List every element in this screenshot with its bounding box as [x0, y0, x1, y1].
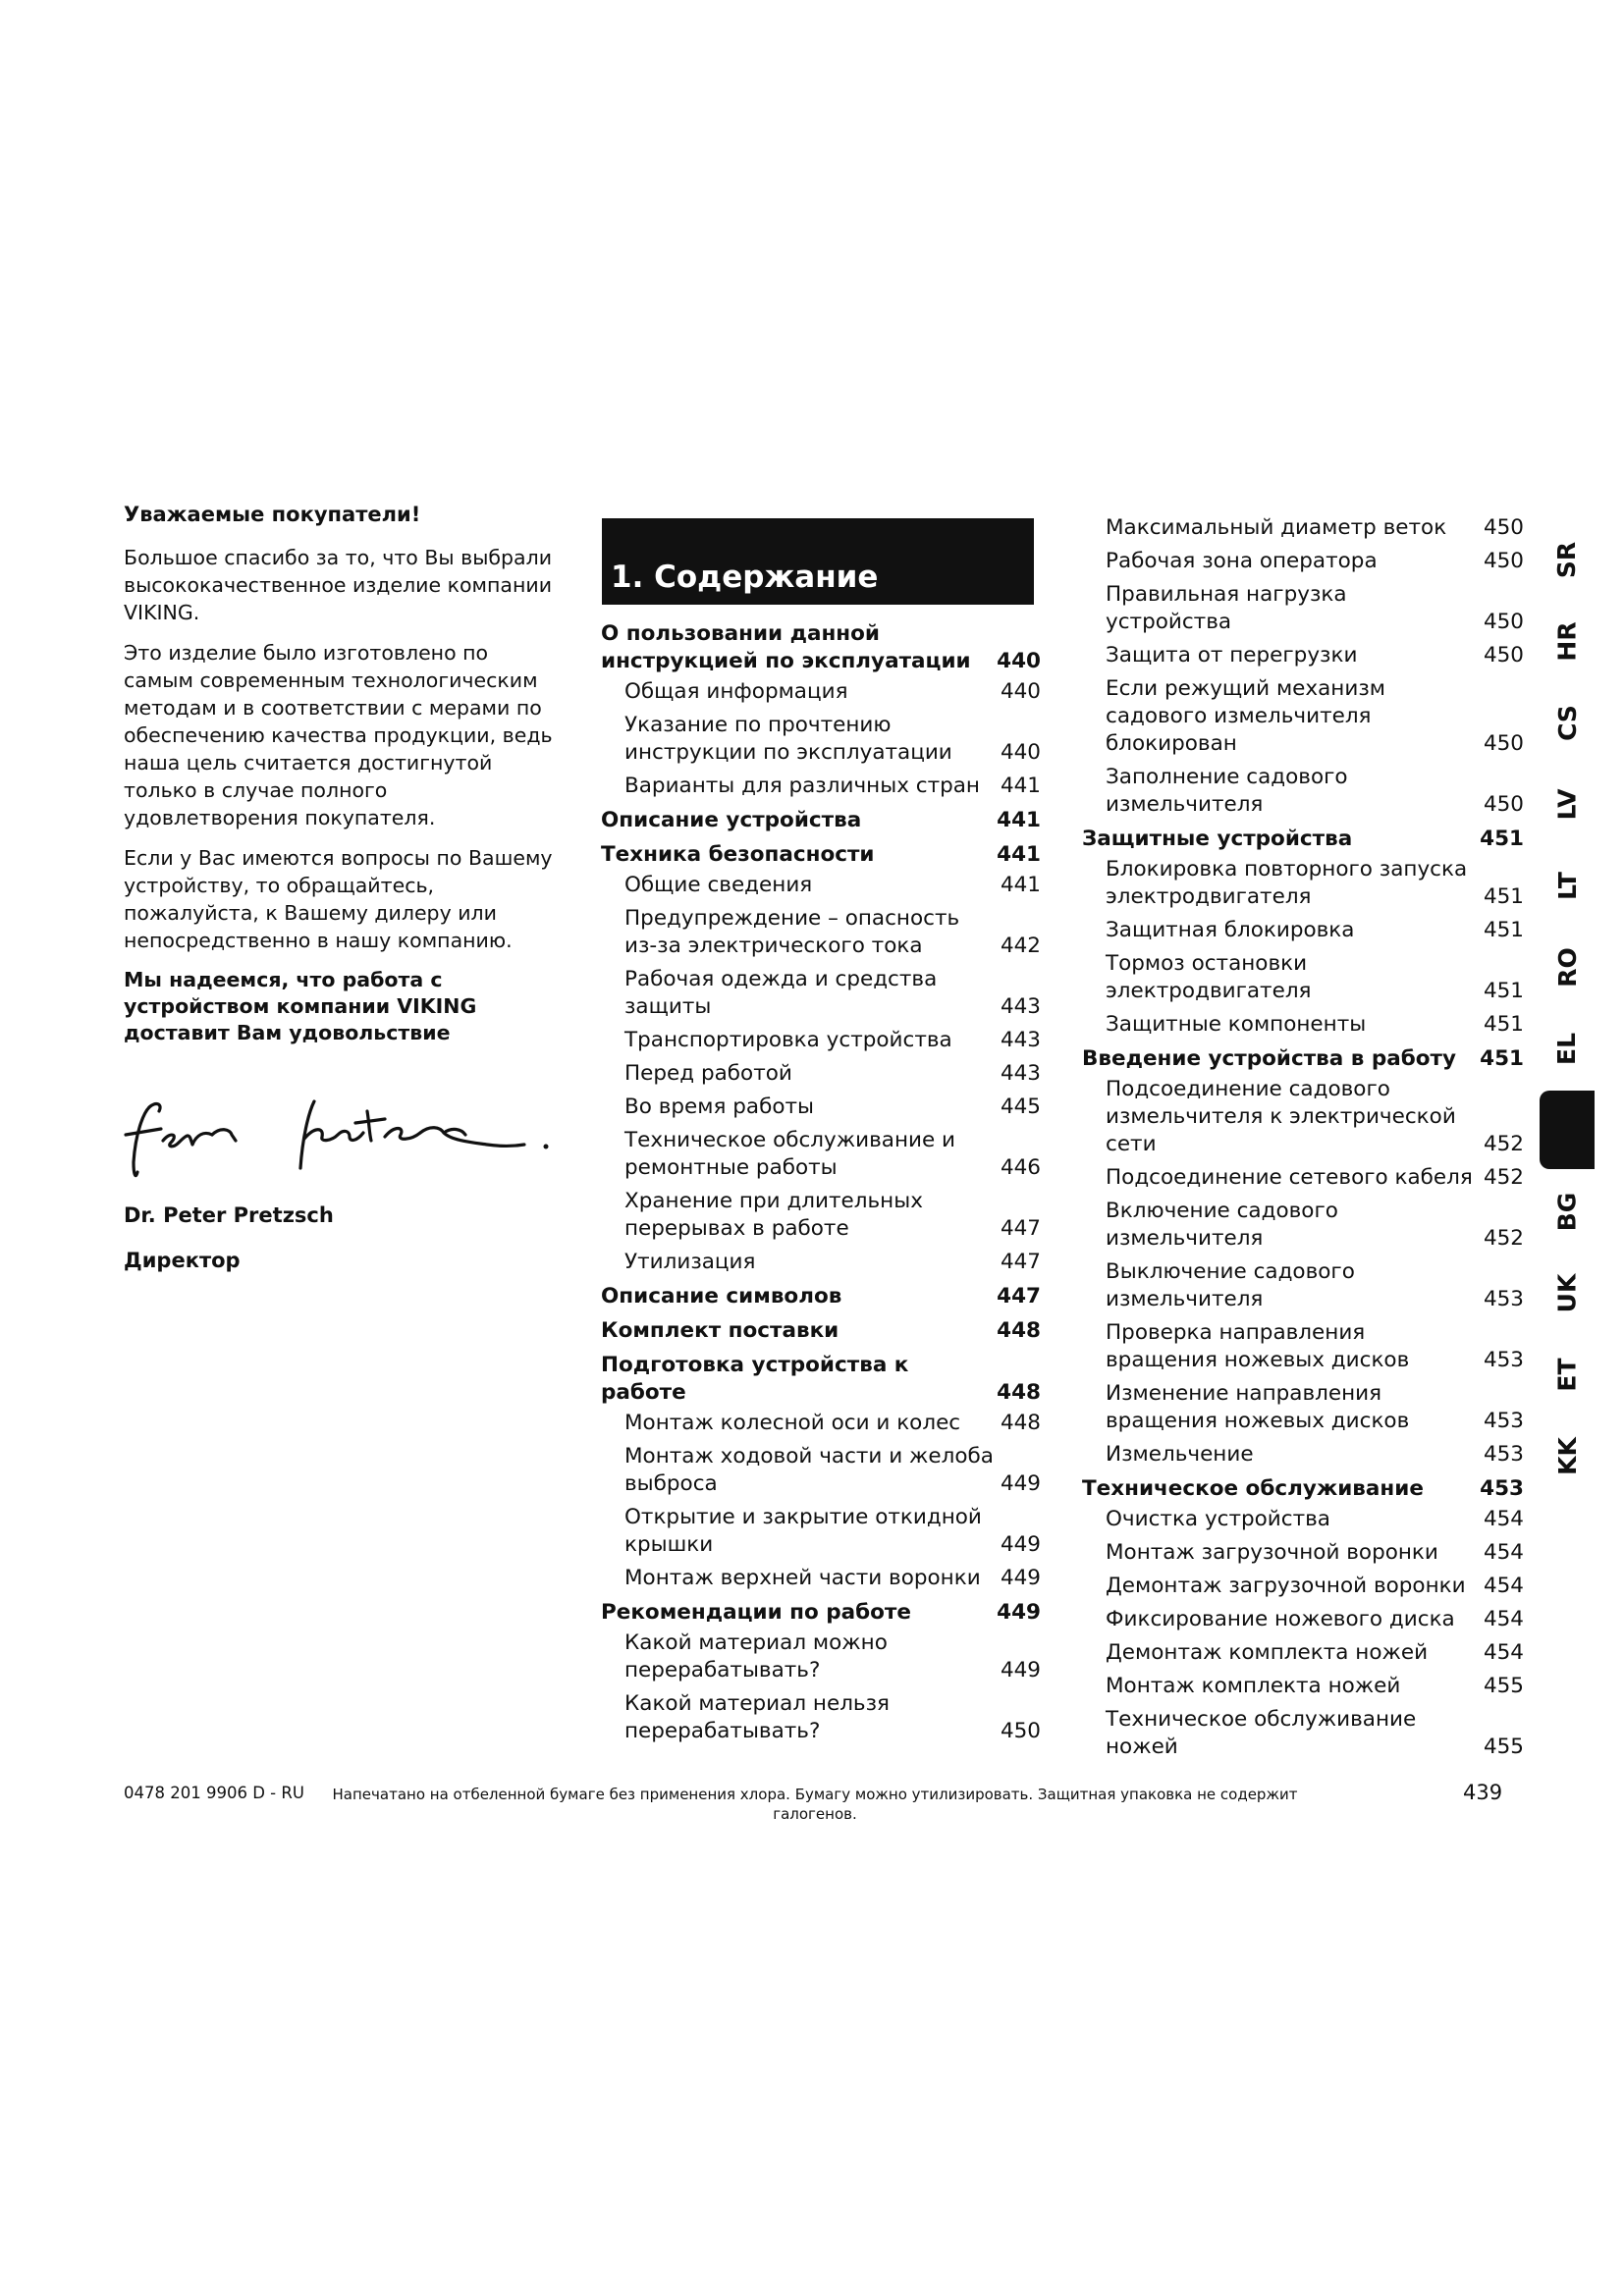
- language-tab-label: KK: [1552, 1436, 1582, 1475]
- toc-subsection-entry: [1082, 764, 1524, 819]
- toc-section-entry: [601, 807, 1041, 834]
- toc-entry-title: Демонтаж загрузочной воронки: [1106, 1574, 1466, 1598]
- toc-entry-page: 453: [1483, 1348, 1524, 1372]
- toc-entry-title: Правильная нагрузка устройства: [1106, 582, 1347, 634]
- toc-section-entry: [601, 1352, 1041, 1407]
- toc-entry-title: Фиксирование ножевого диска: [1106, 1607, 1455, 1631]
- letter-paragraph: Если у Вас имеются вопросы по Вашему устройству, то обращайтесь, пожалуйста, к Вашему дилеру или непосредственно в нашу компанию.: [124, 846, 553, 952]
- letter-closing: Мы надеемся, что работа с устройством компании VIKING доставит Вам удовольствие: [124, 968, 477, 1044]
- toc-subsection-entry: [601, 712, 1041, 767]
- toc-entry-page: 447: [1000, 1216, 1041, 1241]
- toc-subsection-entry: [1082, 1673, 1524, 1700]
- toc-entry-title: Если режущий механизм садового измельчителя блокирован: [1106, 676, 1385, 756]
- toc-entry-title: Подготовка устройства к работе: [601, 1353, 909, 1405]
- toc-section-entry: [601, 1599, 1041, 1627]
- toc-entry-title: Заполнение садового измельчителя: [1106, 765, 1348, 817]
- toc-subsection-entry: [1082, 1606, 1524, 1633]
- toc-entry-title: Включение садового измельчителя: [1106, 1199, 1338, 1251]
- language-tab-et: [1540, 1335, 1595, 1414]
- language-tab-label: SR: [1552, 541, 1582, 578]
- toc-subsection-entry: [1082, 1706, 1524, 1761]
- toc-entry-page: 454: [1483, 1574, 1524, 1598]
- toc-entry-page: 451: [1480, 827, 1524, 851]
- toc-entry-title: Техническое обслуживание: [1082, 1476, 1424, 1501]
- letter-paragraph: Большое спасибо за то, что Вы выбрали высококачественное изделие компании VIKING.: [124, 546, 553, 624]
- language-tab-bg: [1540, 1172, 1595, 1251]
- toc-entry-title: Рабочая одежда и средства защиты: [624, 967, 938, 1019]
- toc-entry-title: Максимальный диаметр веток: [1106, 515, 1447, 540]
- language-tab-hr: [1540, 602, 1595, 680]
- toc-entry-page: 448: [997, 1380, 1041, 1405]
- footer-note: Напечатано на отбеленной бумаге без применения хлора. Бумагу можно утилизировать. Защитная упаковка не содержит галогенов.: [332, 1786, 1298, 1823]
- toc-subsection-entry: [1082, 1198, 1524, 1253]
- toc-entry-page: 450: [1483, 731, 1524, 756]
- toc-entry-page: 451: [1483, 884, 1524, 909]
- toc-entry-page: 451: [1483, 918, 1524, 942]
- toc-entry-page: 454: [1483, 1607, 1524, 1631]
- signer-title: Директор: [124, 1249, 241, 1272]
- toc-entry-page: 443: [1000, 1061, 1041, 1086]
- language-tab-sr: [1540, 520, 1595, 599]
- toc-entry-page: 443: [1000, 994, 1041, 1019]
- toc-entry-page: 442: [1000, 934, 1041, 958]
- toc-column-1: [601, 620, 1041, 1745]
- toc-entry-page: 454: [1483, 1507, 1524, 1531]
- toc-entry-title: Очистка устройства: [1106, 1507, 1330, 1531]
- toc-subsection-entry: [601, 678, 1041, 706]
- language-tabs: [1540, 520, 1595, 1502]
- toc-subsection-entry: [601, 1127, 1041, 1182]
- toc-entry-title: Техническое обслуживание ножей: [1106, 1707, 1417, 1759]
- toc-entry-title: Подсоединение садового измельчителя к электрической сети: [1106, 1077, 1456, 1156]
- toc-entry-page: 449: [997, 1600, 1041, 1625]
- toc-subsection-entry: [1082, 1258, 1524, 1313]
- language-tab-label: RO: [1552, 946, 1582, 988]
- language-tab-label: UK: [1552, 1273, 1582, 1312]
- toc-entry-page: 450: [1483, 515, 1524, 540]
- toc-entry-title: Указание по прочтению инструкции по эксплуатации: [624, 713, 952, 765]
- toc-entry-title: Монтаж комплекта ножей: [1106, 1674, 1401, 1698]
- language-tab-uk: [1540, 1254, 1595, 1332]
- toc-entry-page: 450: [1483, 610, 1524, 634]
- toc-section-entry: [601, 841, 1041, 869]
- toc-subsection-entry: [601, 1629, 1041, 1684]
- toc-entry-page: 446: [1000, 1155, 1041, 1180]
- toc-section-entry: [1082, 826, 1524, 853]
- toc-entry-title: Монтаж колесной оси и колес: [624, 1411, 961, 1435]
- toc-entry-page: 453: [1483, 1442, 1524, 1467]
- toc-entry-page: 451: [1483, 979, 1524, 1003]
- toc-entry-page: 443: [1000, 1028, 1041, 1052]
- toc-entry-title: Защитные компоненты: [1106, 1012, 1367, 1037]
- toc-entry-page: 440: [1000, 740, 1041, 765]
- toc-entry-title: Монтаж верхней части воронки: [624, 1566, 981, 1590]
- toc-subsection-entry: [1082, 675, 1524, 758]
- toc-subsection-entry: [601, 1504, 1041, 1559]
- toc-entry-title: Техническое обслуживание и ремонтные работы: [624, 1128, 956, 1180]
- toc-entry-title: Защитная блокировка: [1106, 918, 1355, 942]
- greeting: Уважаемые покупатели!: [124, 503, 421, 526]
- toc-entry-page: 452: [1483, 1226, 1524, 1251]
- toc-entry-page: 450: [1483, 643, 1524, 667]
- toc-entry-page: 441: [1000, 774, 1041, 798]
- toc-entry-title: Открытие и закрытие откидной крышки: [624, 1505, 982, 1557]
- toc-entry-title: Утилизация: [624, 1250, 756, 1274]
- toc-entry-title: Изменение направления вращения ножевых дисков: [1106, 1381, 1410, 1433]
- toc-entry-title: Измельчение: [1106, 1442, 1254, 1467]
- toc-section-entry: [601, 1317, 1041, 1345]
- toc-subsection-entry: [1082, 1441, 1524, 1468]
- language-tab-cs: [1540, 683, 1595, 762]
- toc-entry-page: 440: [997, 649, 1041, 673]
- toc-entry-page: 448: [997, 1318, 1041, 1343]
- toc-entry-title: Защита от перегрузки: [1106, 643, 1358, 667]
- toc-entry-title: Монтаж загрузочной воронки: [1106, 1540, 1438, 1565]
- toc-entry-page: 449: [1000, 1532, 1041, 1557]
- toc-subsection-entry: [1082, 950, 1524, 1005]
- toc-entry-page: 441: [1000, 873, 1041, 897]
- toc-subsection-entry: [1082, 642, 1524, 669]
- toc-subsection-entry: [601, 1410, 1041, 1437]
- toc-entry-page: 451: [1480, 1046, 1524, 1071]
- toc-entry-page: 449: [1000, 1471, 1041, 1496]
- toc-column-2: [1082, 514, 1524, 1761]
- language-tab-kk: [1540, 1416, 1595, 1495]
- toc-subsection-entry: [601, 773, 1041, 800]
- toc-entry-title: Рекомендации по работе: [601, 1600, 911, 1625]
- toc-entry-page: 447: [1000, 1250, 1041, 1274]
- toc-entry-title: Варианты для различных стран: [624, 774, 980, 798]
- toc-entry-page: 441: [997, 842, 1041, 867]
- toc-subsection-entry: [1082, 1506, 1524, 1533]
- toc-entry-page: 453: [1483, 1409, 1524, 1433]
- toc-subsection-entry: [1082, 1380, 1524, 1435]
- toc-entry-title: Описание символов: [601, 1284, 842, 1308]
- toc-entry-page: 454: [1483, 1540, 1524, 1565]
- toc-entry-title: Выключение садового измельчителя: [1106, 1259, 1355, 1311]
- toc-subsection-entry: [601, 872, 1041, 899]
- toc-section-entry: [1082, 1475, 1524, 1503]
- language-tab-label: BG: [1552, 1192, 1582, 1231]
- toc-subsection-entry: [1082, 548, 1524, 575]
- toc-entry-page: 450: [1483, 549, 1524, 573]
- language-tab-lt: [1540, 846, 1595, 925]
- toc-entry-title: Введение устройства в работу: [1082, 1046, 1457, 1071]
- toc-heading: 1. Содержание: [602, 518, 1034, 605]
- language-tab-ru: [1540, 1091, 1595, 1169]
- toc-entry-title: Проверка направления вращения ножевых дисков: [1106, 1320, 1410, 1372]
- toc-entry-title: Какой материал можно перерабатывать?: [624, 1630, 888, 1682]
- toc-entry-title: Демонтаж комплекта ножей: [1106, 1640, 1429, 1665]
- toc-entry-title: Рабочая зона оператора: [1106, 549, 1378, 573]
- toc-entry-title: Общая информация: [624, 679, 848, 704]
- toc-entry-page: 447: [997, 1284, 1041, 1308]
- toc-entry-page: 449: [1000, 1566, 1041, 1590]
- toc-subsection-entry: [601, 1565, 1041, 1592]
- toc-entry-title: Защитные устройства: [1082, 827, 1353, 851]
- toc-section-entry: [601, 1283, 1041, 1310]
- language-tab-el: [1540, 1009, 1595, 1088]
- toc-subsection-entry: [1082, 1539, 1524, 1567]
- toc-entry-title: Тормоз остановки электродвигателя: [1106, 951, 1312, 1003]
- toc-subsection-entry: [1082, 856, 1524, 911]
- toc-entry-title: Блокировка повторного запуска электродвигателя: [1106, 857, 1468, 909]
- toc-entry-title: Во время работы: [624, 1095, 815, 1119]
- toc-entry-title: Какой материал нельзя перерабатывать?: [624, 1691, 890, 1743]
- toc-entry-title: Предупреждение – опасность из-за электрического тока: [624, 906, 960, 958]
- toc-entry-title: Общие сведения: [624, 873, 813, 897]
- toc-section-entry: [601, 620, 1041, 675]
- toc-entry-page: 449: [1000, 1658, 1041, 1682]
- toc-subsection-entry: [1082, 1573, 1524, 1600]
- language-tab-label: LT: [1552, 871, 1582, 900]
- language-tab-label: LV: [1552, 788, 1582, 820]
- signer-name: Dr. Peter Pretzsch: [124, 1203, 334, 1227]
- toc-entry-page: 454: [1483, 1640, 1524, 1665]
- language-tab-label: HR: [1552, 620, 1582, 662]
- language-tab-lv: [1540, 765, 1595, 843]
- language-tab-label: EL: [1552, 1032, 1582, 1065]
- toc-entry-page: 445: [1000, 1095, 1041, 1119]
- toc-entry-title: О пользовании данной инструкцией по эксплуатации: [601, 621, 971, 673]
- toc-entry-page: 448: [1000, 1411, 1041, 1435]
- toc-entry-page: 455: [1483, 1674, 1524, 1698]
- toc-subsection-entry: [1082, 1319, 1524, 1374]
- toc-subsection-entry: [601, 1094, 1041, 1121]
- toc-entry-page: 452: [1483, 1132, 1524, 1156]
- toc-entry-page: 450: [1000, 1719, 1041, 1743]
- toc-subsection-entry: [601, 1690, 1041, 1745]
- language-tab-ro: [1540, 928, 1595, 1006]
- toc-subsection-entry: [601, 1443, 1041, 1498]
- language-tab-label: CS: [1552, 704, 1582, 741]
- toc-entry-page: 455: [1483, 1735, 1524, 1759]
- document-number: 0478 201 9906 D - RU: [124, 1784, 304, 1802]
- toc-entry-page: 441: [997, 808, 1041, 832]
- toc-subsection-entry: [1082, 514, 1524, 542]
- toc-subsection-entry: [601, 905, 1041, 960]
- toc-subsection-entry: [1082, 1076, 1524, 1158]
- handwritten-signature: [122, 1090, 554, 1188]
- toc-subsection-entry: [1082, 917, 1524, 944]
- toc-subsection-entry: [601, 1249, 1041, 1276]
- toc-subsection-entry: [601, 1060, 1041, 1088]
- language-tab-label: ET: [1552, 1357, 1582, 1392]
- letter-paragraph: Это изделие было изготовлено по самым современным технологическим методам и в соответствии с мерами по обеспечению качества продукции, ведь наша цель считается достигнутой только в случае полного удовлетворения покупателя.: [124, 641, 553, 829]
- intro-letter: [124, 503, 556, 1272]
- toc-subsection-entry: [1082, 1164, 1524, 1192]
- toc-entry-page: 453: [1483, 1287, 1524, 1311]
- toc-entry-title: Подсоединение сетевого кабеля: [1106, 1165, 1473, 1190]
- toc-subsection-entry: [601, 1027, 1041, 1054]
- toc-subsection-entry: [1082, 1011, 1524, 1039]
- toc-section-entry: [1082, 1045, 1524, 1073]
- toc-entry-title: Хранение при длительных перерывах в работе: [624, 1189, 923, 1241]
- toc-entry-page: 453: [1480, 1476, 1524, 1501]
- toc-subsection-entry: [601, 966, 1041, 1021]
- toc-entry-page: 450: [1483, 792, 1524, 817]
- toc-entry-title: Описание устройства: [601, 808, 862, 832]
- toc-entry-page: 440: [1000, 679, 1041, 704]
- toc-entry-title: Транспортировка устройства: [624, 1028, 952, 1052]
- toc-entry-page: 451: [1483, 1012, 1524, 1037]
- toc-entry-title: Монтаж ходовой части и желоба выброса: [624, 1444, 994, 1496]
- toc-subsection-entry: [601, 1188, 1041, 1243]
- toc-entry-title: Комплект поставки: [601, 1318, 839, 1343]
- toc-subsection-entry: [1082, 581, 1524, 636]
- toc-subsection-entry: [1082, 1639, 1524, 1667]
- toc-entry-title: Техника безопасности: [601, 842, 875, 867]
- page-number: 439: [1463, 1781, 1503, 1804]
- toc-entry-title: Перед работой: [624, 1061, 792, 1086]
- toc-entry-page: 452: [1483, 1165, 1524, 1190]
